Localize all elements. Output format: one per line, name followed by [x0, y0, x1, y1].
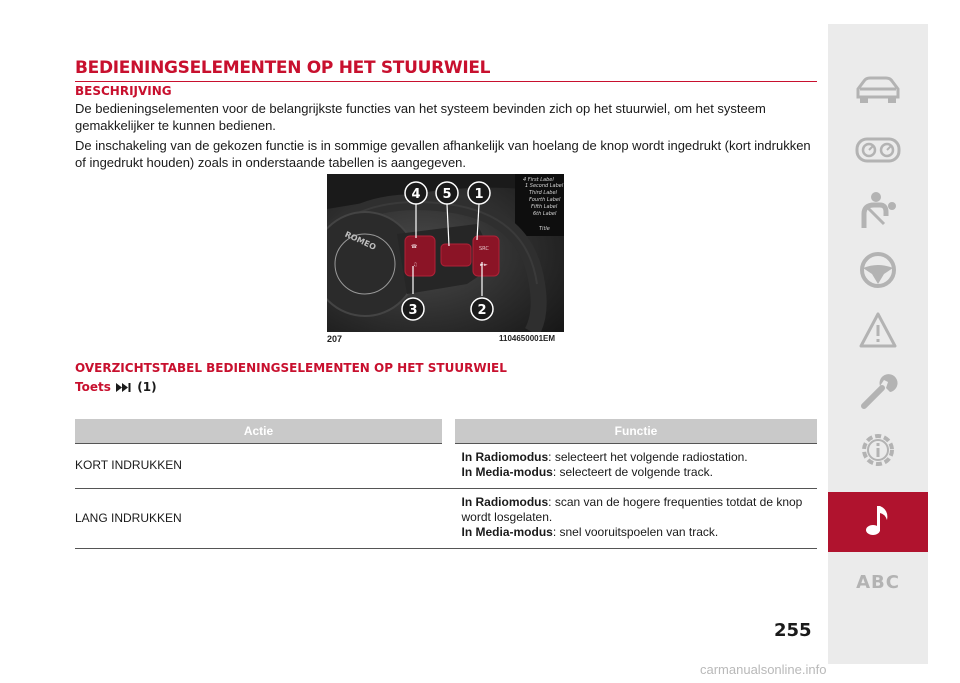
- section-title: OVERZICHTSTABEL BEDIENINGSELEMENTEN OP HET STUURWIEL: [75, 361, 507, 375]
- action-cell: KORT INDRUKKEN: [75, 444, 449, 489]
- logo-text: ROMEO: [343, 229, 378, 252]
- mode-label: In Media-modus: [461, 465, 553, 479]
- wrench-icon: [858, 370, 898, 415]
- svg-text:☎: ☎: [411, 244, 418, 250]
- car-icon: [854, 75, 902, 110]
- screen-label: 1 Second Label: [525, 183, 564, 189]
- svg-text:SRC: SRC: [479, 246, 489, 252]
- chapter-sidebar: [828, 24, 928, 664]
- paragraph-2: De inschakeling van de gekozen functie is in sommige gevallen afhankelijk van hoelang de knop wordt ingedrukt (kort indrukken of ingedrukt houden) zoals in onderstaande tabellen is aangegeven.: [75, 138, 811, 170]
- figure-number: 207: [327, 334, 343, 344]
- steering-wheel-figure: [327, 174, 564, 332]
- steering-wheel-icon: [858, 250, 898, 295]
- table-header-functie: Functie: [449, 419, 818, 444]
- callout-number: 2: [477, 303, 487, 318]
- action-cell: LANG INDRUKKEN: [75, 489, 449, 549]
- music-note-icon: [863, 502, 893, 543]
- callout-number: 5: [442, 187, 452, 202]
- key-number: (1): [137, 380, 157, 394]
- mode-text: : scan van de hogere frequenties totdat de knop wordt losgelaten.: [461, 495, 803, 524]
- sidebar-item-multimedia[interactable]: [828, 492, 928, 552]
- mode-text: : selecteert de volgende track.: [552, 465, 713, 479]
- screen-label: Fifth Label: [531, 204, 558, 210]
- table-row: [75, 444, 817, 489]
- skip-forward-icon: [116, 381, 132, 395]
- mode-label: In Media-modus: [461, 525, 553, 539]
- screen-label: Third Label: [529, 190, 557, 196]
- dashboard-gauges-icon: [854, 135, 902, 170]
- sidebar-item-maintenance[interactable]: [828, 362, 928, 422]
- screen-label: Fourth Label: [529, 197, 561, 203]
- sidebar-item-index[interactable]: [828, 552, 928, 612]
- table-header-actie: Actie: [75, 419, 449, 444]
- callout-number: 1: [474, 187, 484, 202]
- table-row: [75, 489, 817, 549]
- sidebar-item-dashboard[interactable]: [828, 122, 928, 182]
- sidebar-item-warnings[interactable]: [828, 302, 928, 362]
- sidebar-item-driving[interactable]: [828, 242, 928, 302]
- sidebar-item-technical-data[interactable]: [828, 422, 928, 482]
- paragraph-1: De bedieningselementen voor de belangrijkste functies van het systeem bevinden zich op het stuurwiel, om het systeem gemakkelijker te kunnen bedienen.: [75, 101, 766, 133]
- subheading-beschrijving: BESCHRIJVING: [75, 84, 172, 98]
- mode-text: : snel vooruitspoelen van track.: [552, 525, 719, 539]
- seatbelt-airbag-icon: [856, 190, 900, 235]
- function-cell: [449, 444, 818, 489]
- function-cell: [449, 489, 818, 549]
- key-heading: [75, 380, 157, 395]
- warning-triangle-icon: [858, 311, 898, 354]
- watermark: carmanualsonline.info: [700, 662, 827, 677]
- controls-table: [75, 419, 817, 549]
- mode-label: In Radiomodus: [461, 495, 549, 509]
- callout-number: 3: [408, 303, 418, 318]
- callout-number: 4: [411, 187, 421, 202]
- screen-label: Title: [539, 226, 550, 232]
- key-label: Toets: [75, 380, 111, 394]
- screen-label: 6th Label: [533, 211, 557, 217]
- abc-index-icon: ABC: [856, 571, 900, 593]
- svg-text:►►: ►►: [480, 262, 488, 268]
- sidebar-item-safety[interactable]: [828, 182, 928, 242]
- mode-label: In Radiomodus: [461, 450, 549, 464]
- page-title: BEDIENINGSELEMENTEN OP HET STUURWIEL: [75, 58, 817, 82]
- screen-label: 4 First Label: [523, 177, 554, 183]
- svg-text:♫: ♫: [413, 262, 418, 268]
- gear-info-icon: [858, 430, 898, 475]
- mode-text: : selecteert het volgende radiostation.: [548, 450, 748, 464]
- figure-code: 1104650001EM: [499, 334, 556, 343]
- page-number: 255: [774, 620, 812, 641]
- sidebar-item-car[interactable]: [828, 62, 928, 122]
